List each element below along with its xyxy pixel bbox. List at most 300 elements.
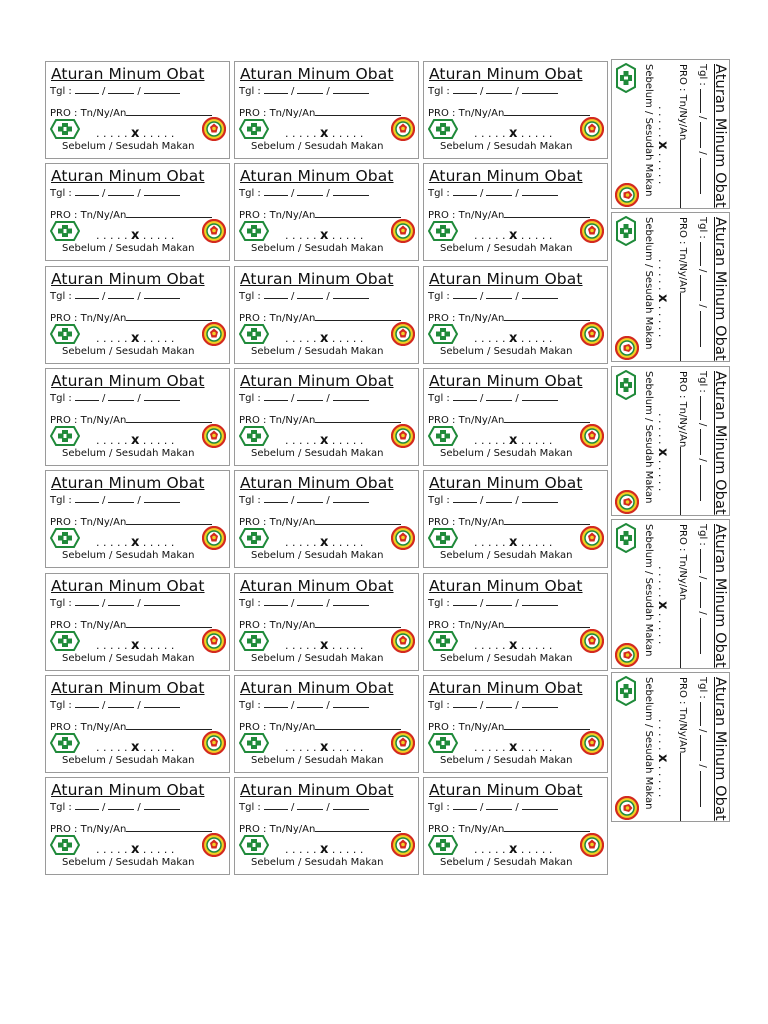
dose-dots-after: . . . . . — [142, 638, 175, 652]
label-title: Aturan Minum Obat — [240, 371, 394, 390]
red-seal-logo-icon — [580, 322, 604, 346]
patient-blank — [315, 107, 401, 116]
date-separator: / — [515, 188, 519, 200]
day-blank — [453, 392, 477, 401]
green-cross-logo-icon — [616, 63, 636, 93]
green-cross-logo-icon — [50, 835, 80, 855]
date-label: Tgl : — [239, 495, 261, 507]
day-blank — [264, 85, 288, 94]
month-blank — [108, 801, 134, 810]
patient-label: PRO : Tn/Ny/An — [239, 824, 316, 836]
dose-times: x — [130, 126, 140, 141]
dose-line — [655, 259, 670, 337]
label-title: Aturan Minum Obat — [51, 269, 205, 288]
day-blank — [75, 290, 99, 299]
dose-line — [96, 433, 174, 448]
dose-dots-before: . . . . . — [656, 259, 669, 291]
date-line — [428, 392, 558, 404]
day-blank — [453, 597, 477, 606]
day-blank — [264, 187, 288, 196]
patient-label: PRO : Tn/Ny/An — [428, 824, 505, 836]
medicine-label — [234, 777, 419, 875]
red-seal-logo-icon — [202, 833, 226, 857]
date-separator: / — [479, 392, 484, 404]
patient-line — [50, 516, 212, 528]
date-line — [239, 290, 369, 302]
year-blank — [333, 801, 369, 810]
date-label: Tgl : — [50, 392, 72, 404]
year-blank — [700, 771, 709, 807]
medicine-label-rotated — [611, 672, 730, 822]
red-seal-logo-icon — [580, 731, 604, 755]
patient-blank — [126, 414, 212, 423]
day-blank — [700, 549, 709, 573]
date-line — [428, 801, 558, 813]
date-separator: / — [326, 802, 330, 814]
date-line — [239, 187, 369, 199]
red-seal-logo-icon — [391, 629, 415, 653]
year-blank — [522, 290, 558, 299]
meal-timing: Sebelum / Sesudah Makan — [440, 243, 573, 255]
dose-times: x — [319, 228, 329, 244]
label-title: Aturan Minum Obat — [712, 217, 728, 362]
label-title: Aturan Minum Obat — [429, 678, 583, 697]
date-separator: / — [290, 802, 295, 814]
dose-times: x — [319, 432, 329, 448]
rotated-label-content — [612, 213, 730, 362]
date-separator: / — [326, 86, 330, 97]
medicine-label — [423, 573, 608, 671]
dose-times: x — [655, 754, 670, 763]
meal-timing: Sebelum / Sesudah Makan — [440, 754, 573, 766]
patient-blank — [504, 823, 590, 832]
date-label: Tgl : — [50, 699, 72, 711]
dose-dots-after: . . . . . — [331, 638, 364, 652]
patient-label: PRO : Tn/Ny/An — [428, 210, 505, 222]
date-separator: / — [137, 86, 141, 97]
red-seal-logo-icon — [202, 629, 226, 653]
date-separator: / — [290, 290, 295, 302]
day-blank — [264, 597, 288, 606]
dose-line — [655, 413, 670, 491]
dose-line — [285, 331, 363, 346]
red-seal-logo-icon — [202, 219, 226, 243]
meal-timing: Sebelum / Sesudah Makan — [251, 652, 384, 664]
dose-dots-before: . . . . . — [96, 229, 128, 243]
date-separator: / — [697, 269, 708, 273]
patient-label: PRO : Tn/Ny/An — [50, 414, 127, 426]
patient-line — [677, 524, 689, 669]
date-label: Tgl : — [697, 523, 708, 546]
date-separator: / — [326, 495, 330, 507]
dose-dots-after: . . . . . — [142, 433, 175, 447]
dose-dots-before: . . . . . — [474, 740, 506, 754]
year-blank — [522, 494, 558, 503]
date-separator: / — [290, 597, 295, 609]
patient-blank — [680, 754, 689, 823]
meal-timing: Sebelum / Sesudah Makan — [62, 345, 195, 357]
dose-dots-before: . . . . . — [96, 127, 128, 140]
date-separator: / — [515, 802, 519, 814]
dose-dots-before: . . . . . — [285, 536, 317, 550]
green-cross-logo-icon — [239, 733, 269, 753]
date-separator: / — [137, 495, 141, 507]
year-blank — [522, 85, 558, 94]
day-blank — [453, 699, 477, 708]
patient-blank — [504, 312, 590, 321]
patient-blank — [126, 619, 212, 628]
day-blank — [75, 85, 99, 94]
meal-timing: Sebelum / Sesudah Makan — [251, 550, 384, 562]
date-separator: / — [137, 392, 141, 404]
green-cross-logo-icon — [428, 324, 458, 344]
patient-label: PRO : Tn/Ny/An — [677, 64, 688, 141]
patient-label: PRO : Tn/Ny/An — [50, 517, 127, 529]
dose-dots-before: . . . . . — [656, 412, 669, 445]
year-blank — [522, 597, 558, 606]
patient-blank — [126, 516, 212, 525]
date-label: Tgl : — [697, 677, 708, 699]
month-blank — [700, 122, 709, 148]
green-cross-logo-icon — [239, 221, 269, 241]
month-blank — [108, 699, 134, 708]
label-title: Aturan Minum Obat — [51, 781, 205, 800]
meal-timing: Sebelum / Sesudah Makan — [251, 754, 384, 766]
label-title: Aturan Minum Obat — [51, 474, 205, 493]
dose-times: x — [319, 330, 329, 346]
dose-times: x — [319, 126, 329, 141]
medicine-label — [45, 368, 230, 466]
patient-blank — [680, 140, 689, 209]
meal-timing: Sebelum / Sesudah Makan — [440, 447, 573, 459]
meal-timing: Sebelum / Sesudah Makan — [62, 550, 195, 562]
day-blank — [453, 494, 477, 503]
meal-timing: Sebelum / Sesudah Makan — [251, 447, 384, 459]
patient-blank — [315, 312, 401, 321]
medicine-label — [423, 368, 608, 466]
dose-dots-before: . . . . . — [96, 638, 128, 652]
red-seal-logo-icon — [580, 629, 604, 653]
patient-blank — [126, 209, 212, 218]
date-separator: / — [290, 392, 295, 404]
date-separator: / — [137, 188, 141, 200]
date-separator: / — [697, 457, 708, 462]
date-separator: / — [479, 699, 484, 711]
green-cross-logo-icon — [428, 426, 458, 446]
date-line — [50, 85, 180, 97]
date-separator: / — [137, 802, 141, 814]
year-blank — [333, 699, 369, 708]
date-label: Tgl : — [428, 802, 450, 814]
label-title: Aturan Minum Obat — [429, 781, 583, 800]
year-blank — [144, 187, 180, 196]
date-label: Tgl : — [239, 188, 261, 200]
medicine-label — [234, 266, 419, 364]
green-cross-logo-icon — [50, 324, 80, 344]
patient-blank — [126, 721, 212, 730]
meal-timing: Sebelum / Sesudah Makan — [62, 447, 195, 459]
label-title: Aturan Minum Obat — [712, 677, 728, 821]
month-blank — [486, 85, 512, 94]
label-title: Aturan Minum Obat — [712, 370, 728, 515]
dose-times: x — [655, 447, 670, 456]
month-blank — [486, 801, 512, 810]
dose-dots-after: . . . . . — [142, 127, 175, 140]
medicine-label — [45, 61, 230, 159]
year-blank — [522, 699, 558, 708]
year-blank — [333, 494, 369, 503]
patient-line — [50, 107, 212, 119]
dose-line — [96, 842, 174, 857]
green-cross-logo-icon — [616, 216, 636, 246]
dose-line — [474, 842, 552, 857]
medicine-label — [423, 470, 608, 568]
date-separator: / — [697, 304, 708, 309]
dose-dots-after: . . . . . — [142, 331, 175, 345]
dose-times: x — [130, 228, 140, 244]
dose-line — [474, 433, 552, 448]
dose-times: x — [655, 140, 670, 150]
day-blank — [264, 801, 288, 810]
dose-dots-before: . . . . . — [656, 719, 669, 751]
patient-label: PRO : Tn/Ny/An — [50, 312, 127, 324]
label-title: Aturan Minum Obat — [429, 269, 583, 288]
date-separator: / — [101, 290, 106, 302]
red-seal-logo-icon — [202, 424, 226, 448]
patient-blank — [504, 516, 590, 525]
patient-line — [50, 414, 212, 426]
date-label: Tgl : — [428, 392, 450, 404]
dose-times: x — [130, 535, 140, 551]
date-separator: / — [697, 422, 708, 426]
year-blank — [144, 85, 180, 94]
month-blank — [108, 392, 134, 401]
dose-dots-before: . . . . . — [285, 843, 317, 857]
dose-line — [474, 740, 552, 755]
date-separator: / — [479, 290, 484, 302]
dose-dots-before: . . . . . — [474, 638, 506, 652]
meal-timing: Sebelum / Sesudah Makan — [251, 243, 384, 255]
dose-times: x — [508, 535, 518, 551]
date-line — [239, 699, 369, 711]
dose-line — [96, 331, 174, 346]
red-seal-logo-icon — [391, 117, 415, 141]
date-label: Tgl : — [697, 217, 708, 240]
month-blank — [297, 699, 323, 708]
dose-times: x — [319, 637, 329, 653]
dose-dots-before: . . . . . — [96, 740, 128, 754]
month-blank — [700, 276, 709, 302]
date-separator: / — [290, 188, 295, 200]
dose-dots-before: . . . . . — [96, 536, 128, 550]
patient-label: PRO : Tn/Ny/An — [428, 721, 505, 733]
medicine-label — [423, 675, 608, 773]
medicine-label — [234, 470, 419, 568]
month-blank — [108, 85, 134, 94]
patient-label: PRO : Tn/Ny/An — [677, 523, 688, 601]
patient-line — [428, 414, 590, 426]
patient-label: PRO : Tn/Ny/An — [428, 414, 505, 426]
red-seal-logo-icon — [580, 117, 604, 141]
label-title: Aturan Minum Obat — [51, 371, 205, 390]
medicine-label — [423, 61, 608, 159]
month-blank — [486, 597, 512, 606]
patient-line — [428, 209, 590, 221]
green-cross-logo-icon — [50, 426, 80, 446]
medicine-label-rotated — [611, 212, 730, 362]
rotated-label-content — [612, 60, 730, 209]
dose-dots-after: . . . . . — [142, 843, 175, 857]
dose-dots-after: . . . . . — [331, 331, 364, 345]
patient-label: PRO : Tn/Ny/An — [239, 517, 316, 529]
red-seal-logo-icon — [202, 117, 226, 141]
dose-dots-after: . . . . . — [331, 843, 364, 857]
year-blank — [144, 494, 180, 503]
dose-dots-after: . . . . . — [520, 536, 553, 550]
day-blank — [75, 801, 99, 810]
date-separator: / — [515, 495, 519, 507]
date-separator: / — [101, 392, 106, 404]
date-separator: / — [101, 597, 106, 609]
medicine-label-rotated — [611, 59, 730, 209]
date-separator: / — [101, 495, 106, 507]
dose-times: x — [130, 637, 140, 653]
date-label: Tgl : — [50, 597, 72, 609]
dose-line — [285, 433, 363, 448]
month-blank — [108, 494, 134, 503]
meal-timing: Sebelum / Sesudah Makan — [62, 243, 195, 255]
dose-dots-before: . . . . . — [285, 229, 317, 243]
red-seal-logo-icon — [615, 643, 639, 667]
date-line — [50, 597, 180, 609]
meal-timing: Sebelum / Sesudah Makan — [251, 345, 384, 357]
green-cross-logo-icon — [239, 835, 269, 855]
date-label: Tgl : — [428, 290, 450, 302]
patient-label: PRO : Tn/Ny/An — [239, 721, 316, 733]
dose-dots-after: . . . . . — [331, 229, 364, 243]
date-line — [428, 187, 558, 199]
date-separator: / — [697, 764, 708, 768]
dose-times: x — [508, 126, 518, 141]
patient-blank — [315, 209, 401, 218]
day-blank — [700, 702, 709, 726]
patient-line — [50, 209, 212, 221]
patient-line — [239, 107, 401, 119]
date-line — [697, 677, 709, 807]
dose-dots-after: . . . . . — [656, 766, 669, 798]
dose-line — [285, 842, 363, 857]
dose-dots-before: . . . . . — [96, 843, 128, 857]
dose-dots-after: . . . . . — [520, 740, 553, 754]
day-blank — [75, 494, 99, 503]
meal-timing: Sebelum / Sesudah Makan — [440, 550, 573, 562]
month-blank — [297, 494, 323, 503]
year-blank — [144, 699, 180, 708]
meal-timing: Sebelum / Sesudah Makan — [440, 141, 573, 152]
dose-dots-after: . . . . . — [331, 740, 364, 754]
dose-dots-after: . . . . . — [142, 536, 175, 550]
day-blank — [264, 699, 288, 708]
dose-line — [474, 535, 552, 550]
patient-blank — [680, 294, 689, 363]
day-blank — [264, 290, 288, 299]
patient-blank — [504, 414, 590, 423]
date-label: Tgl : — [428, 495, 450, 507]
month-blank — [486, 392, 512, 401]
date-separator: / — [137, 597, 141, 609]
dose-line — [655, 106, 670, 184]
date-label: Tgl : — [428, 597, 450, 609]
patient-line — [428, 823, 590, 835]
meal-timing: Sebelum / Sesudah Makan — [643, 64, 654, 197]
patient-blank — [315, 414, 401, 423]
meal-timing: Sebelum / Sesudah Makan — [62, 141, 195, 152]
medicine-label-rotated — [611, 519, 730, 669]
rotated-label-content — [612, 367, 730, 516]
label-title: Aturan Minum Obat — [240, 269, 394, 288]
patient-line — [428, 312, 590, 324]
date-label: Tgl : — [239, 392, 261, 404]
patient-line — [428, 516, 590, 528]
label-title: Aturan Minum Obat — [429, 65, 583, 83]
date-separator: / — [697, 611, 708, 615]
meal-timing: Sebelum / Sesudah Makan — [251, 141, 384, 152]
patient-label: PRO : Tn/Ny/An — [50, 619, 127, 631]
date-separator: / — [515, 699, 519, 711]
date-separator: / — [137, 699, 141, 711]
patient-label: PRO : Tn/Ny/An — [677, 370, 688, 447]
medicine-label — [423, 266, 608, 364]
date-separator: / — [697, 151, 708, 155]
dose-dots-after: . . . . . — [520, 331, 553, 345]
month-blank — [700, 429, 709, 455]
patient-line — [677, 217, 689, 362]
dose-line — [474, 126, 552, 141]
patient-label: PRO : Tn/Ny/An — [50, 210, 127, 222]
medicine-label — [45, 470, 230, 568]
green-cross-logo-icon — [239, 426, 269, 446]
label-title: Aturan Minum Obat — [429, 371, 583, 390]
date-separator: / — [326, 699, 330, 711]
dose-dots-before: . . . . . — [285, 433, 317, 447]
red-seal-logo-icon — [391, 219, 415, 243]
date-separator: / — [515, 290, 519, 302]
dose-line — [285, 126, 363, 141]
medicine-label — [423, 163, 608, 261]
date-line — [697, 524, 709, 654]
dose-dots-after: . . . . . — [142, 740, 175, 754]
patient-label: PRO : Tn/Ny/An — [239, 619, 316, 631]
date-label: Tgl : — [239, 802, 261, 814]
patient-blank — [680, 600, 689, 669]
dose-line — [96, 126, 174, 141]
dose-dots-before: . . . . . — [96, 331, 128, 345]
red-seal-logo-icon — [580, 219, 604, 243]
meal-timing: Sebelum / Sesudah Makan — [251, 857, 384, 869]
date-line — [50, 494, 180, 506]
year-blank — [144, 597, 180, 606]
dose-dots-before: . . . . . — [474, 331, 506, 345]
patient-line — [677, 677, 689, 822]
month-blank — [700, 582, 709, 608]
green-cross-logo-icon — [616, 523, 636, 553]
green-cross-logo-icon — [616, 370, 636, 400]
green-cross-logo-icon — [428, 528, 458, 548]
year-blank — [333, 597, 369, 606]
date-separator: / — [290, 495, 295, 507]
red-seal-logo-icon — [391, 526, 415, 550]
date-separator: / — [479, 86, 484, 97]
